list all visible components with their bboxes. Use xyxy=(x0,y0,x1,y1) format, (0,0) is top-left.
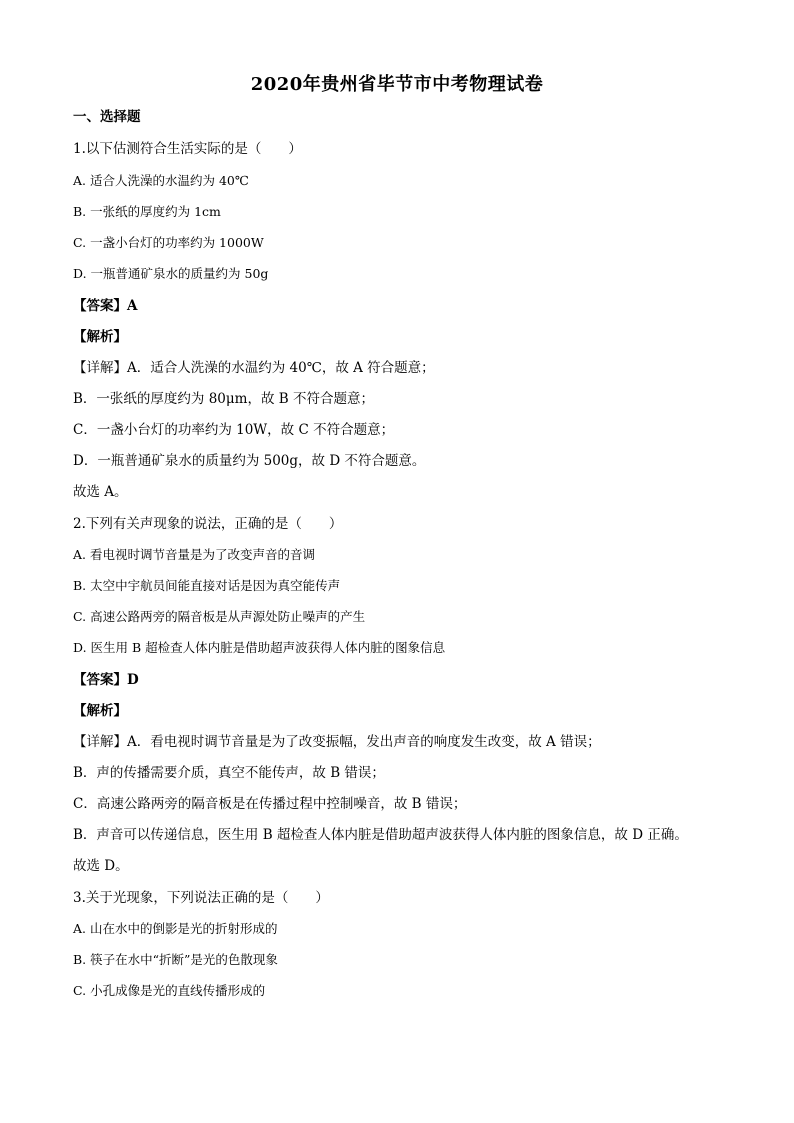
q1-detail-d: D．一瓶普通矿泉水的质量约为 500g，故 D 不符合题意。 xyxy=(73,453,426,469)
q2-analysis-label: 【解析】 xyxy=(73,703,127,719)
q1-detail-a: 【详解】A．适合人洗澡的水温约为 40℃，故 A 符合题意； xyxy=(73,360,435,376)
q3-stem: 3.关于光现象，下列说法正确的是（ ） xyxy=(73,890,329,906)
q2-detail-b: B．声的传播需要介质，真空不能传声，故 B 错误； xyxy=(73,765,385,781)
q2-detail-c: C．高速公路两旁的隔音板是在传播过程中控制噪音，故 B 错误； xyxy=(73,796,467,812)
q2-detail-a: 【详解】A．看电视时调节音量是为了改变振幅，发出声音的响度发生改变，故 A 错误； xyxy=(73,734,601,750)
q2-option-b: B. 太空中宇航员间能直接对话是因为真空能传声 xyxy=(73,578,341,593)
q2-detail-d: B．声音可以传递信息，医生用 B 超检查人体内脏是借助超声波获得人体内脏的图象信息，故 D 正确。 xyxy=(73,827,688,843)
q2-option-d: D. 医生用 B 超检查人体内脏是借助超声波获得人体内脏的图象信息 xyxy=(73,640,446,655)
q1-detail-b: B．一张纸的厚度约为 80μm，故 B 不符合题意； xyxy=(73,391,374,407)
q1-conclusion: 故选 A。 xyxy=(73,484,128,500)
q1-stem: 1.以下估测符合生活实际的是（ ） xyxy=(73,141,302,157)
q1-answer: 【答案】A xyxy=(73,298,138,314)
q1-option-b: B. 一张纸的厚度约为 1cm xyxy=(73,204,221,219)
q2-stem: 2.下列有关声现象的说法，正确的是（ ） xyxy=(73,516,343,532)
q2-option-a: A. 看电视时调节音量是为了改变声音的音调 xyxy=(73,547,315,562)
q3-option-b: B. 筷子在水中“折断”是光的色散现象 xyxy=(73,952,278,967)
page-title: 2020年贵州省毕节市中考物理试卷 xyxy=(250,74,544,95)
q1-detail-c: C．一盏小台灯的功率约为 10W，故 C 不符合题意； xyxy=(73,422,395,438)
q1-analysis-label: 【解析】 xyxy=(73,329,127,345)
q2-answer: 【答案】D xyxy=(73,672,139,688)
q1-option-a: A. 适合人洗澡的水温约为 40℃ xyxy=(73,173,249,188)
q2-conclusion: 故选 D。 xyxy=(73,858,129,874)
q1-option-c: C. 一盏小台灯的功率约为 1000W xyxy=(73,235,264,250)
q1-option-d: D. 一瓶普通矿泉水的质量约为 50g xyxy=(73,266,269,281)
q3-option-c: C. 小孔成像是光的直线传播形成的 xyxy=(73,983,266,998)
section-heading: 一、选择题 xyxy=(73,109,141,125)
q2-option-c: C. 高速公路两旁的隔音板是从声源处防止噪声的产生 xyxy=(73,609,366,624)
q3-option-a: A. 山在水中的倒影是光的折射形成的 xyxy=(73,921,278,936)
